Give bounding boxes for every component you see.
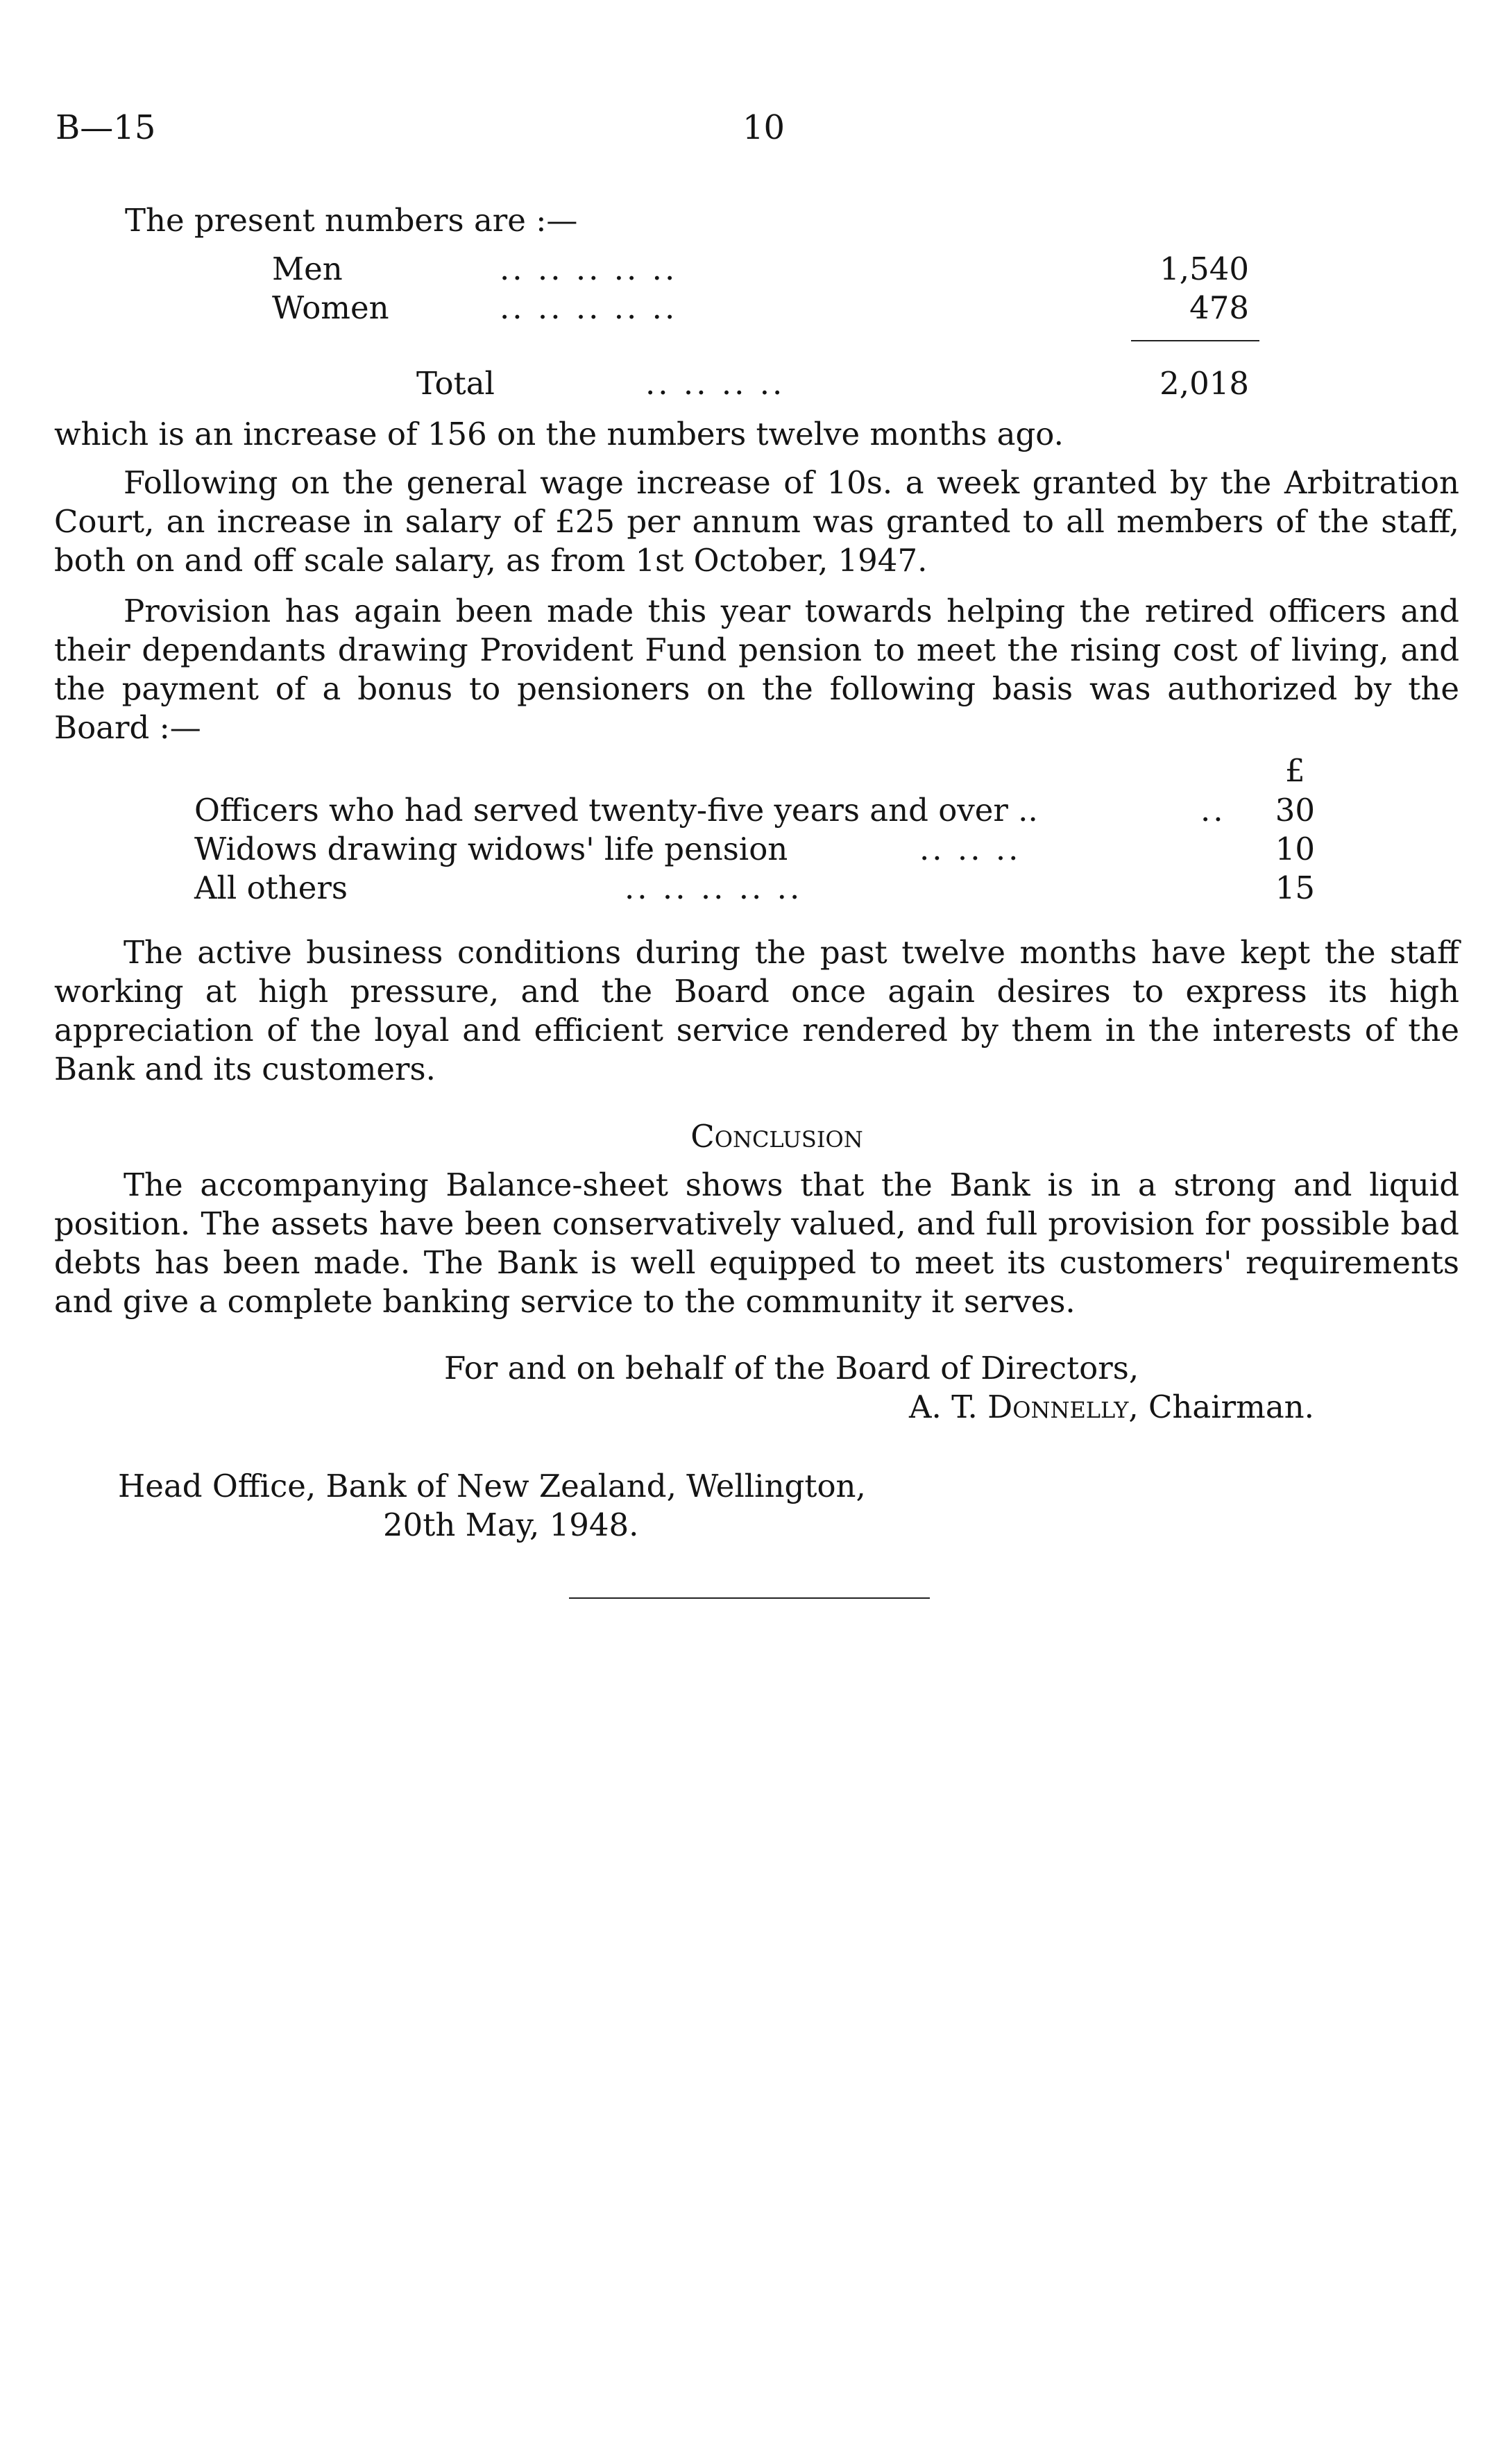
conclusion-paragraph: The accompanying Balance-sheet shows that the Bank is in a strong and liquid position. The assets have been conservatively valued, and full provision for possible bad debts has been made. The Bank is well equipped to meet its customers' requirements and give a complete banking service to the community it serves. <box>54 1166 1459 1320</box>
total-leaders: .. .. .. .. <box>645 365 785 402</box>
bonus-row-others-leaders: .. .. .. .. .. <box>625 869 803 906</box>
footer-office: Head Office, Bank of New Zealand, Wellington, <box>118 1468 866 1504</box>
bonus-row-widows-label: Widows drawing widows' life pension <box>194 831 788 867</box>
signature-initials: A. T. <box>909 1389 978 1425</box>
women-leaders: .. .. .. .. .. <box>500 289 678 326</box>
men-leaders: .. .. .. .. .. <box>500 251 678 287</box>
bonus-row-others-label: All others <box>194 869 348 906</box>
business-paragraph: The active business conditions during the past twelve months have kept the staff working at high pressure, and the Board once again desires to express its high appreciation of the loyal and efficient service rendered by them in the interests of the Bank and its customers. <box>54 934 1459 1087</box>
bonus-row-officers-value: 30 <box>1275 792 1315 829</box>
bonus-row-officers-leaders: .. <box>1200 792 1226 829</box>
numbers-intro: The present numbers are :— <box>125 202 578 239</box>
page-number: 10 <box>742 108 785 147</box>
numbers-after: which is an increase of 156 on the numbers twelve months ago. <box>54 416 1064 452</box>
bonus-row-widows-value: 10 <box>1275 831 1315 867</box>
women-value: 478 <box>1189 289 1249 326</box>
footer-date: 20th May, 1948. <box>383 1506 639 1543</box>
men-label: Men <box>272 251 343 287</box>
total-label: Total <box>416 365 495 402</box>
end-rule <box>569 1597 930 1599</box>
signature-behalf: For and on behalf of the Board of Directors, <box>444 1350 1139 1386</box>
bonus-row-widows-leaders: .. .. .. <box>919 831 1021 867</box>
wage-paragraph: Following on the general wage increase of 10s. a week granted by the Arbitration Court, an increase in salary of £25 per annum was granted to all members of the staff, both on and off scale salary, as from 1st October, 1947. <box>54 464 1459 579</box>
women-label: Women <box>272 289 389 326</box>
total-value: 2,018 <box>1160 365 1249 402</box>
bonus-row-others-value: 15 <box>1275 869 1315 906</box>
signature-title: , Chairman. <box>1128 1389 1314 1425</box>
provision-paragraph: Provision has again been made this year towards helping the retired officers and their dependants drawing Provident Fund pension to meet the rising cost of living, and the payment of a bonus to pensioners on the following basis was authorized by the Board :— <box>54 593 1459 746</box>
bonus-row-officers-label: Officers who had served twenty-five years and over .. <box>194 792 1038 829</box>
total-rule <box>1131 340 1259 341</box>
conclusion-heading: Conclusion <box>690 1118 863 1155</box>
signature-surname: Donnelly <box>987 1389 1129 1425</box>
signature-line <box>909 1388 1314 1427</box>
men-value: 1,540 <box>1160 251 1249 287</box>
currency-unit: £ <box>1285 752 1305 789</box>
document-code: B—15 <box>56 108 156 147</box>
